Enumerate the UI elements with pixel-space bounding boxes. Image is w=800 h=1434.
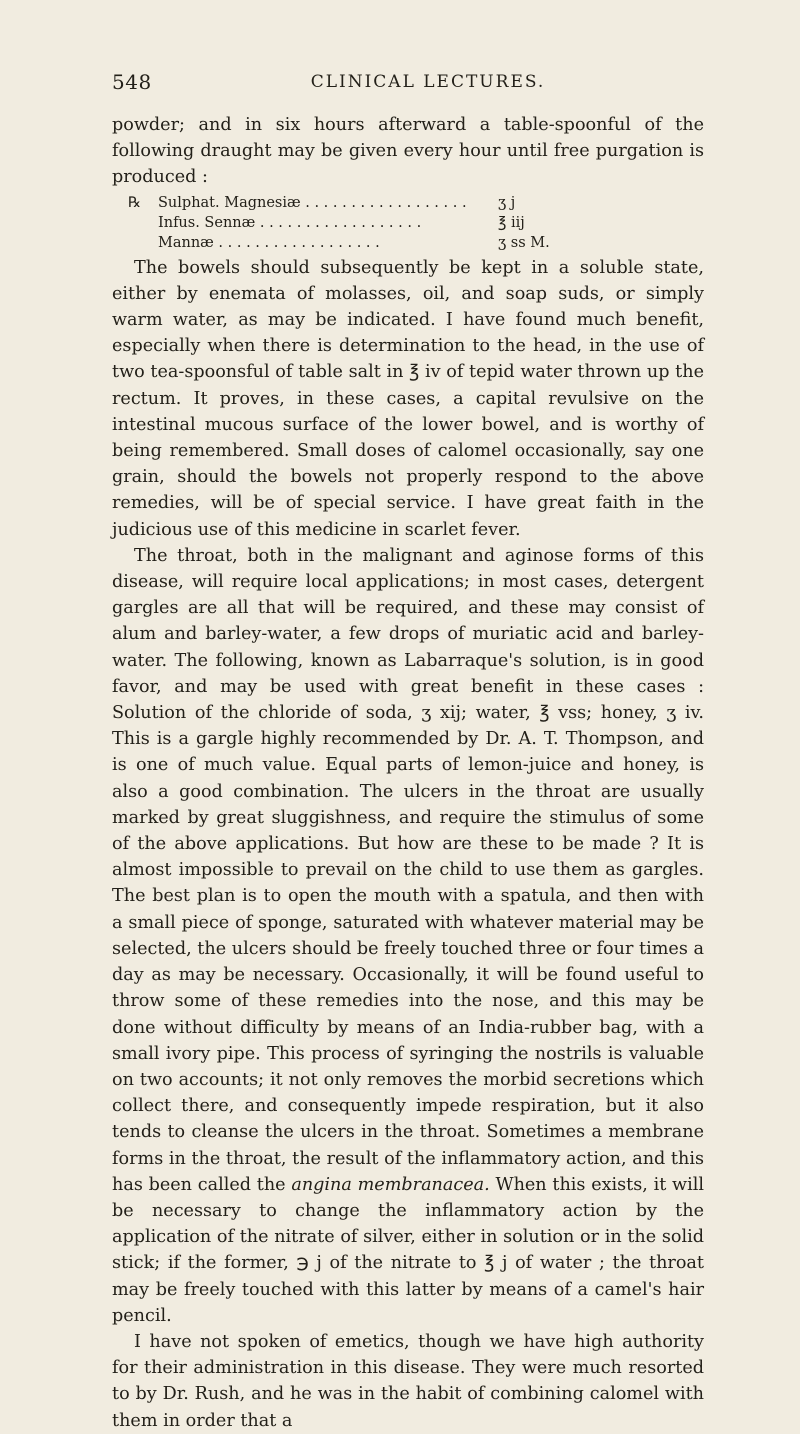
ingredient-dose: ʒ ss M. xyxy=(498,234,550,251)
prescription-line xyxy=(128,193,704,213)
paragraph-emetics: I have not spoken of emetics, though we have high authority for their administration in this disease. They were much resorted to by Dr. Rush, and he was in the habit of combining calomel with them in order that a xyxy=(112,1331,704,1431)
paragraph-throat xyxy=(112,543,704,1329)
ingredient-dose: ℥ iij xyxy=(498,214,525,231)
page-number: 548 xyxy=(112,70,152,94)
prescription xyxy=(128,193,704,253)
paragraph-angina-text: When this exists, it will be necessary to change the inflammatory action by the application of the nitrate of silver, either in solution or in the solid stick; if the former, ℈ j of the nitrate to ℥ j of water ; the throat may be freely touched with this latter by means of a camel's hair pencil. xyxy=(112,1174,705,1326)
page-header xyxy=(112,70,704,94)
running-title: CLINICAL LECTURES. xyxy=(310,72,546,92)
paragraph-throat-text: The throat, both in the malignant and aginose forms of this disease, will require local applications; in most cases, detergent gargles are all that will be required, and these may consist of alum and barley-water, a few drops of muriatic acid and barley-water. The following, known as Labarraque's solution, is in good favor, and may be used with great benefit in these cases : Solution of the chloride of soda, ʒ xij; water, ℥ vss; honey, ʒ iv. This is a gargle highly recommended by Dr. A. T. Thompson, and is one of much value. Equal parts of lemon-juice and honey, is also a good combination. The ulcers in the throat are usually marked by great sluggishness, and require the stimulus of some of the above applications. But how are these to be made ? It is almost impossible to prevail on the child to use them as gargles. The best plan is to open the mouth with a spatula, and then with a small piece of sponge, saturated with whatever material may be selected, the ulcers should be freely touched three or four times a day as may be necessary. Occasionally, it will be found useful to throw some of these remedies into the nose, and this may be done without difficulty by means of an India-rubber bag, with a small ivory pipe. This process of syringing the nostrils is valuable on two accounts; it not only removes the morbid secretions which collect there, and consequently impede respiration, but it also tends to cleanse the ulcers in the throat. Sometimes a membrane forms in the throat, the result of the inflammatory action, and this has been called the xyxy=(112,545,704,1195)
opening-paragraph: powder; and in six hours afterward a table-spoonful of the following draught may be given every hour until free purgation is produced : xyxy=(112,115,704,188)
ingredient-name: Sulphat. Magnesiæ . . . xyxy=(158,193,488,213)
prescription-line xyxy=(128,213,704,233)
prescription-line xyxy=(128,233,704,253)
ingredient-name: Infus. Sennæ . . . xyxy=(158,213,488,233)
ingredient-dose: ʒ j xyxy=(498,194,516,211)
paragraph-bowels: The bowels should subsequently be kept in a soluble state, either by enemata of molasses, oil, and soap suds, or simply warm water, as may be indicated. I have found much benefit, especially when there is determination to the head, in the use of two tea-spoonsful of table salt in ℥ iv of tepid water thrown up the rectum. It proves, in these cases, a capital revulsive on the intestinal mucous surface of the lower bowel, and is worthy of being remembered. Small doses of calomel occasionally, say one grain, should the bowels not properly respond to the above remedies, will be of special service. I have great faith in the judicious use of this medicine in scarlet fever. xyxy=(112,257,704,540)
ingredient-name: Mannæ . . . xyxy=(158,233,488,253)
body-text xyxy=(112,112,704,1434)
rx-icon: ℞ xyxy=(128,194,141,211)
italic-term: angina membranacea. xyxy=(291,1174,490,1195)
